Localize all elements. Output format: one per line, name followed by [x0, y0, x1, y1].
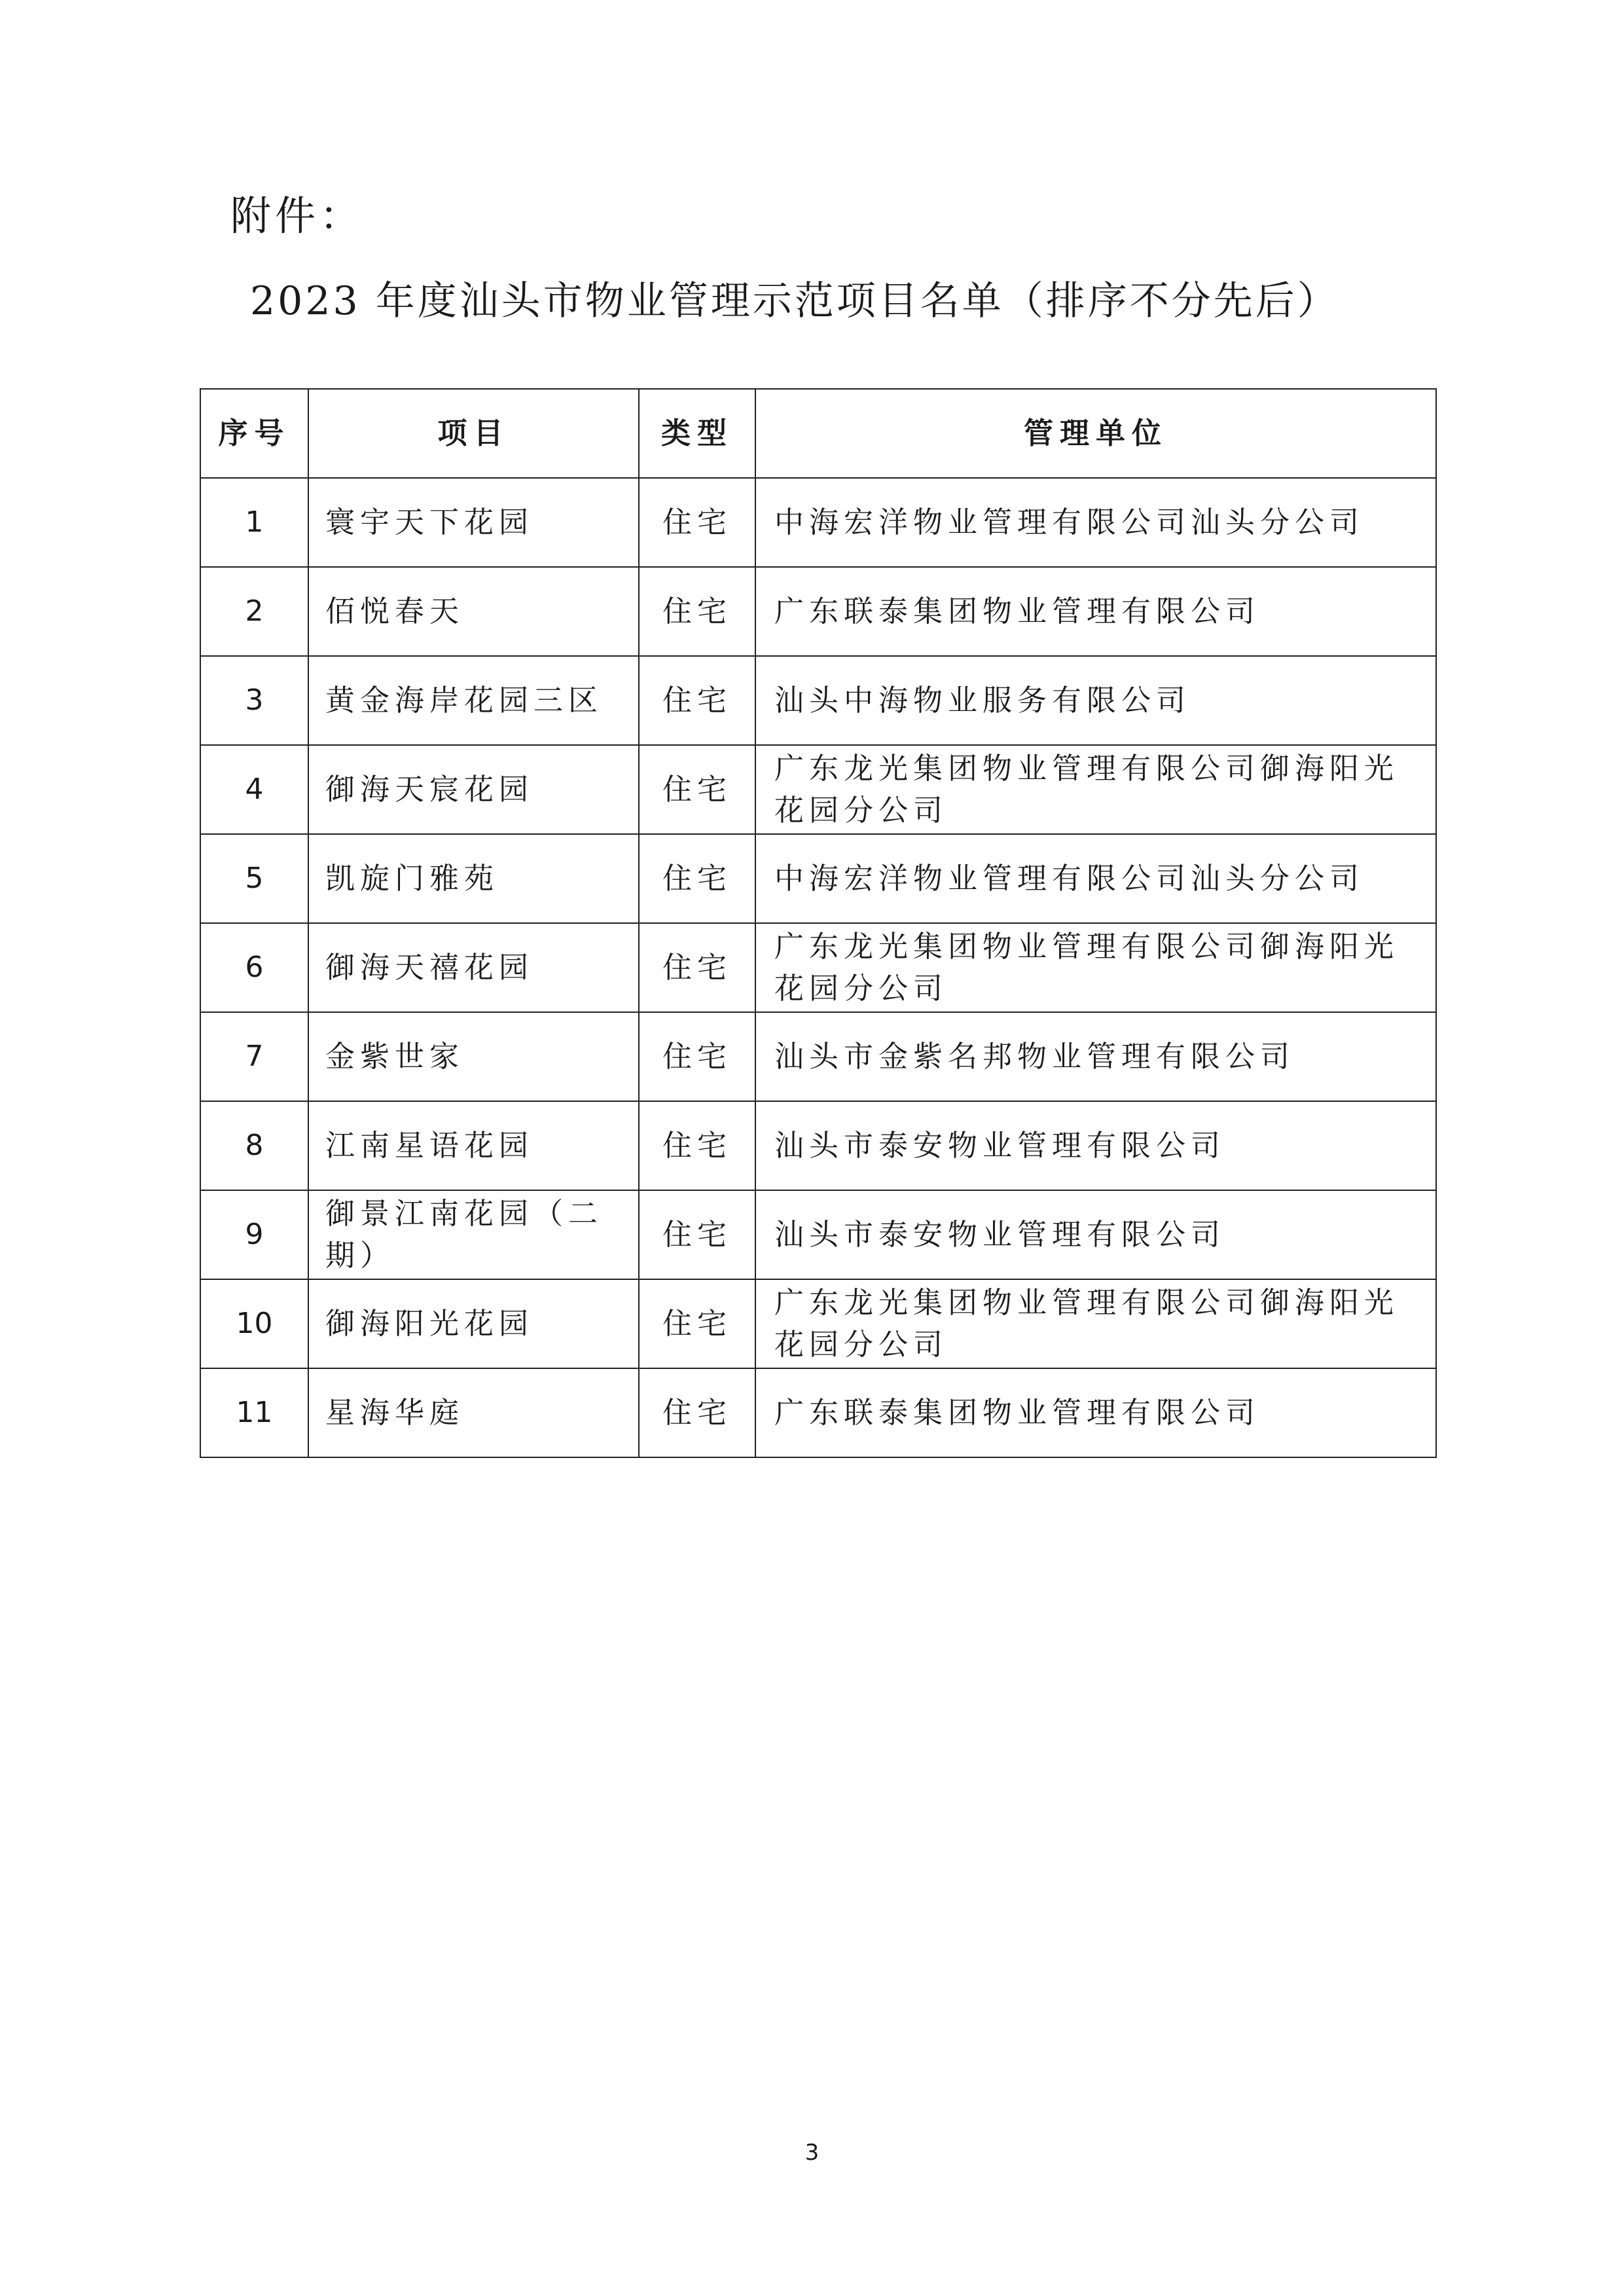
header-project: 项目: [308, 389, 639, 478]
row-no: 5: [200, 834, 308, 923]
row-type: 住宅: [639, 834, 755, 923]
row-project: 凯旋门雅苑: [308, 834, 639, 923]
row-no: 4: [200, 745, 308, 834]
row-type: 住宅: [639, 478, 755, 567]
row-unit: 汕头市金紫名邦物业管理有限公司: [755, 1012, 1436, 1101]
row-no: 2: [200, 567, 308, 656]
project-list-table: [200, 388, 1437, 1458]
row-type: 住宅: [639, 1368, 755, 1457]
row-no: 7: [200, 1012, 308, 1101]
row-no: 6: [200, 923, 308, 1012]
row-type: 住宅: [639, 1190, 755, 1279]
row-type: 住宅: [639, 567, 755, 656]
row-unit: 中海宏洋物业管理有限公司汕头分公司: [755, 478, 1436, 567]
row-project: 御海阳光花园: [308, 1279, 639, 1368]
table-row: [200, 1012, 1436, 1101]
row-type: 住宅: [639, 656, 755, 745]
table-row: [200, 1279, 1436, 1368]
row-no: 10: [200, 1279, 308, 1368]
row-type: 住宅: [639, 1101, 755, 1190]
row-project: 御海天宸花园: [308, 745, 639, 834]
row-unit: 广东龙光集团物业管理有限公司御海阳光花园分公司: [755, 745, 1436, 834]
row-unit: 中海宏洋物业管理有限公司汕头分公司: [755, 834, 1436, 923]
header-type: 类型: [639, 389, 755, 478]
row-project: 佰悦春天: [308, 567, 639, 656]
row-no: 3: [200, 656, 308, 745]
row-project: 星海华庭: [308, 1368, 639, 1457]
row-type: 住宅: [639, 745, 755, 834]
row-no: 9: [200, 1190, 308, 1279]
row-unit: 汕头市泰安物业管理有限公司: [755, 1190, 1436, 1279]
row-type: 住宅: [639, 1012, 755, 1101]
row-project: 黄金海岸花园三区: [308, 656, 639, 745]
row-project: 御海天禧花园: [308, 923, 639, 1012]
row-unit: 广东龙光集团物业管理有限公司御海阳光花园分公司: [755, 1279, 1436, 1368]
row-project: 御景江南花园（二期）: [308, 1190, 639, 1279]
page-number: 3: [804, 2140, 820, 2166]
document-title: 2023 年度汕头市物业管理示范项目名单（排序不分先后）: [250, 278, 1339, 324]
row-no: 11: [200, 1368, 308, 1457]
row-unit: 汕头市泰安物业管理有限公司: [755, 1101, 1436, 1190]
row-project: 金紫世家: [308, 1012, 639, 1101]
table-row: [200, 923, 1436, 1012]
table-row: [200, 745, 1436, 834]
table-row: [200, 478, 1436, 567]
row-no: 8: [200, 1101, 308, 1190]
row-unit: 广东联泰集团物业管理有限公司: [755, 1368, 1436, 1457]
attachment-label: 附件：: [230, 192, 365, 240]
table-row: [200, 1190, 1436, 1279]
row-type: 住宅: [639, 1279, 755, 1368]
table-row: [200, 567, 1436, 656]
row-unit: 广东联泰集团物业管理有限公司: [755, 567, 1436, 656]
row-unit: 汕头中海物业服务有限公司: [755, 656, 1436, 745]
row-unit: 广东龙光集团物业管理有限公司御海阳光花园分公司: [755, 923, 1436, 1012]
table-row: [200, 656, 1436, 745]
row-type: 住宅: [639, 923, 755, 1012]
table-row: [200, 1368, 1436, 1457]
table-row: [200, 1101, 1436, 1190]
header-unit: 管理单位: [755, 389, 1436, 478]
table-header-row: [200, 389, 1436, 478]
row-project: 江南星语花园: [308, 1101, 639, 1190]
row-project: 寰宇天下花园: [308, 478, 639, 567]
table-row: [200, 834, 1436, 923]
header-no: 序号: [200, 389, 308, 478]
row-no: 1: [200, 478, 308, 567]
